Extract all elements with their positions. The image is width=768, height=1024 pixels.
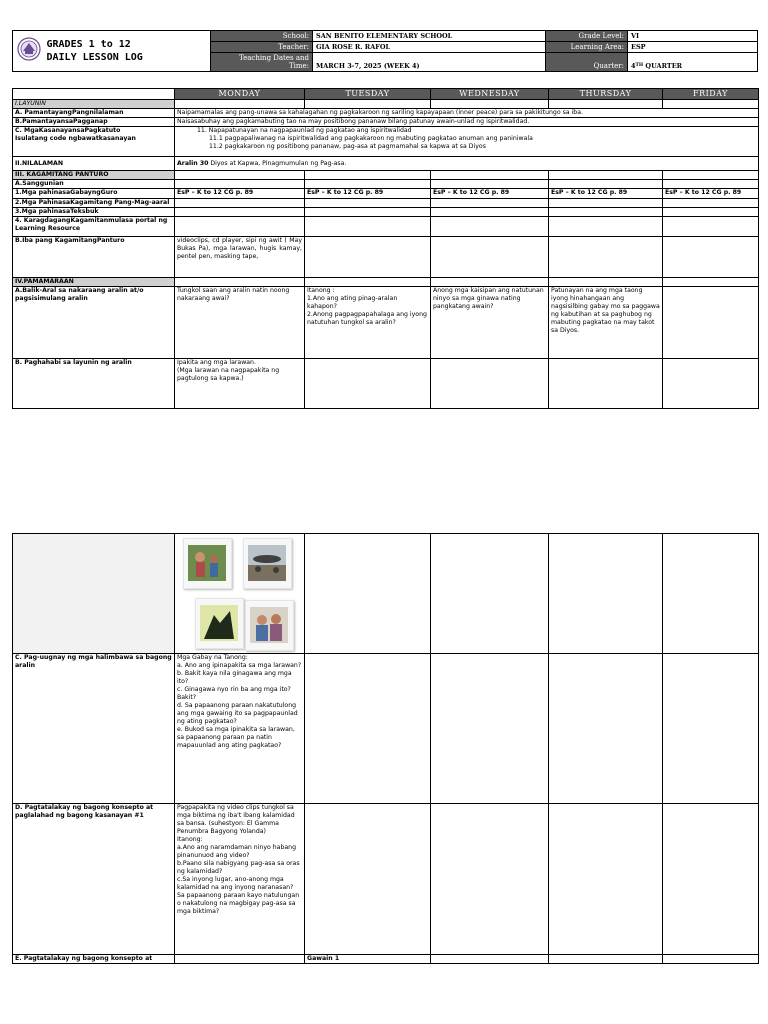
label-teksbuk: 3.Mga pahinasaTeksbuk	[13, 208, 175, 217]
label-nilalaman: II.NILALAMAN	[13, 157, 175, 171]
ref-tuesday: EsP – K to 12 CG p. 89	[305, 189, 431, 199]
day-header-blank	[13, 89, 175, 100]
text-pamantayang-pangnilalaman: Naipamamalas ang pang-unawa sa kahalagahan ng pagkakaroon ng sariling kapayapaan (inner peace) para sa pakikitungo sa iba.	[175, 109, 759, 118]
ref-monday: EsP – K to 12 CG p. 89	[175, 189, 305, 199]
label-pamantayang-pangnilalaman: A. PamantayangPangnilalaman	[13, 109, 175, 118]
helping-hand-photo-icon	[195, 598, 244, 649]
row-pagtalakay-2	[13, 955, 759, 964]
balik-wednesday: Anong mga kaisipan ang natutunan ninyo sa mga ginawa nating pangkatang awain?	[431, 287, 549, 359]
section-row-layunin	[13, 100, 759, 109]
section-row-kagamitang	[13, 171, 759, 180]
photo-cell	[175, 534, 305, 654]
quarter-suffix: TH	[635, 63, 644, 68]
ref-thursday: EsP – K to 12 CG p. 89	[549, 189, 663, 199]
quarter-label: Quarter:	[546, 53, 628, 72]
section-layunin: I.LAYUNIN	[13, 100, 175, 109]
title-line-1: GRADES 1 to 12	[46, 39, 131, 50]
label-karagdagang: 4. KaragdagangKagamitanmulasa portal ng Learning Resource	[13, 217, 175, 237]
nilalaman-lesson-number: Aralin 30	[177, 159, 209, 167]
label-pagtalakay-2: E. Pagtatalakay ng bagong konsepto at	[13, 955, 175, 964]
teacher-value: GIA ROSE R. RAFOL	[313, 42, 546, 53]
row-pagtalakay-1	[13, 804, 759, 955]
label-sanggunian: A.Sanggunian	[13, 180, 175, 189]
row-sanggunian	[13, 180, 759, 189]
lesson-log-table-continued	[12, 533, 759, 964]
paghahabi-monday: Ipakita ang mga larawan. (Mga larawan na nagpapakita ng pagtulong sa kapwa.)	[175, 359, 305, 409]
row-kagamitang-mag-aaral	[13, 199, 759, 208]
grade-label: Grade Level:	[546, 31, 628, 42]
quarter-value	[628, 53, 758, 72]
dates-label-line-1: Teaching Dates and	[238, 54, 309, 62]
title-line-2: DAILY LESSON LOG	[46, 52, 143, 63]
text-kasanayan	[175, 127, 759, 157]
school-value: SAN BENITO ELEMENTARY SCHOOL	[313, 31, 546, 42]
kasanayan-item-11-1: 11.1 pagpapaliwanag na ispiritwalidad ang pagkakaroon ng mabuting pagkatao anuman ang paniniwala	[209, 135, 533, 142]
lesson-log-table	[12, 88, 759, 409]
row-kasanayan	[13, 127, 759, 157]
day-thursday: THURSDAY	[549, 89, 663, 100]
dates-value: MARCH 3-7, 2025 (WEEK 4)	[313, 53, 546, 72]
text-nilalaman	[175, 157, 759, 171]
day-friday: FRIDAY	[663, 89, 759, 100]
day-wednesday: WEDNESDAY	[431, 89, 549, 100]
ref-wednesday: EsP – K to 12 CG p. 89	[431, 189, 549, 199]
day-monday: MONDAY	[175, 89, 305, 100]
label-balik-aral: A.Balik-Aral sa nakaraang aralin at/o pagsisimulang aralin	[13, 287, 175, 359]
text-pamantayan-pagganap: Naisasabuhay ang pagkamabuting tao na may positibong pananaw bilang patunay awain-unlad ng ispiritwalidad.	[175, 118, 759, 127]
nilalaman-title: Diyos at Kapwa, Pinagmumulan ng Pag-asa.	[208, 159, 347, 167]
pagtalakay-1-monday: Pagpapakita ng video clips tungkol sa mga biktima ng iba't ibang kalamidad sa bansa. (suhestyon: El Gamma Penumbra Bagyong Yolanda) Itanong: a.Ano ang naramdaman ninyo habang pinanunuod ang video? b.Paano sila nabigyang pag-asa sa oras ng kalamidad? c.Sa inyong lugar, ano-anong mga kalamidad na ang inyong naranasan? Sa papaanong paraan kayo natulungan o nakatulong na magbigay pag-asa sa mga biktima?	[175, 804, 305, 955]
pag-uugnay-monday: Mga Gabay na Tanong: a. Ano ang ipinapakita sa mga larawan? b. Bakit kaya nila ginagawa ang mga ito? c. Ginagawa nyo rin ba ang mga ito? Bakit? d. Sa papaanong paraan nakatutulong ang mga gawaing ito sa pagpapaunlad ng ating pagkatao? e. Bukod sa mga ipinakita sa larawan, sa papaanong paraan pa natin mapauunlad ang ating pagkatao?	[175, 654, 305, 804]
row-nilalaman	[13, 157, 759, 171]
row-paghahabi	[13, 359, 759, 409]
dates-label	[211, 53, 313, 72]
text-iba-pang: videoclips, cd player, sipi ng awit ( May Bukas Pa), mga larawan, hugis kamay, pentel pen, masking tape,	[175, 237, 305, 278]
section-row-pamamaraan	[13, 278, 759, 287]
rescue-photo-icon	[243, 538, 292, 589]
label-pagtalakay-1: D. Pagtatalakay ng bagong konsepto at paglalahad ng bagong kasanayan #1	[13, 804, 175, 955]
label-iba-pang: B.Iba pang KagamitangPanturo	[13, 237, 175, 278]
label-kasanayan-1: C. MgaKasanayansaPagkatuto	[15, 127, 121, 134]
row-iba-pang	[13, 237, 759, 278]
label-pag-uugnay: C. Pag-uugnay ng mga halimbawa sa bagong aralin	[13, 654, 175, 804]
kasanayan-item-11: 11. Napapatunayan na nagpapaunlad ng pagkatao ang ispiritwalidad	[197, 127, 412, 134]
quarter-number: 4	[631, 62, 636, 70]
section-pamamaraan: IV.PAMAMARAAN	[13, 278, 175, 287]
row-karagdagang	[13, 217, 759, 237]
kasanayan-item-11-2: 11.2 pagkakaroon ng positibong pananaw, pag-asa at pagmamahal sa kapwa at sa Diyos	[209, 143, 486, 150]
row-pamantayang-pangnilalaman	[13, 109, 759, 118]
area-value: ESP	[628, 42, 758, 53]
school-label: School:	[211, 31, 313, 42]
label-kagamitang-mag-aaral: 2.Mga PahinasaKagamitang Pang-Mag-aaral	[13, 199, 175, 208]
pagtalakay-2-tuesday: Gawain 1	[305, 955, 431, 964]
title-cell	[45, 31, 211, 72]
day-tuesday: TUESDAY	[305, 89, 431, 100]
teacher-label: Teacher:	[211, 42, 313, 53]
dates-label-line-2: Time:	[288, 62, 309, 70]
quarter-word: QUARTER	[643, 62, 683, 70]
label-gabay-guro: 1.Mga pahinasaGabayngGuro	[13, 189, 175, 199]
day-header-row	[13, 89, 759, 100]
logo-cell	[13, 31, 45, 72]
label-paghahabi: B. Paghahabi sa layunin ng aralin	[13, 359, 175, 409]
people-helping-photo-icon	[183, 538, 232, 589]
deped-seal-icon	[17, 37, 41, 61]
row-balik-aral	[13, 287, 759, 359]
balik-tuesday: Itanong : 1.Ano ang ating pinag-aralan kahapon? 2.Anong pagpagpapahalaga ang iyong natutuhan tungkol sa aralin?	[305, 287, 431, 359]
header-table	[12, 30, 758, 72]
grade-value: VI	[628, 31, 758, 42]
row-gabay-guro	[13, 189, 759, 199]
row-pag-uugnay	[13, 654, 759, 804]
row-teksbuk	[13, 208, 759, 217]
label-kasanayan-2: Isulatang code ngbawatkasanayan	[15, 135, 136, 142]
balik-thursday: Patunayan na ang mga taong iyong hinahangaan ang nagsisilbing gabay mo sa paggawa ng kabutihan at sa paghubog ng mabuting pagkatao na may takot sa Diyos.	[549, 287, 663, 359]
area-label: Learning Area:	[546, 42, 628, 53]
row-pamantayan-pagganap	[13, 118, 759, 127]
label-pamantayan-pagganap: B.PamantayansaPagganap	[13, 118, 175, 127]
section-kagamitang: III. KAGAMITANG PANTURO	[13, 171, 175, 180]
balik-monday: Tungkol saan ang aralin natin noong nakaraang awai?	[175, 287, 305, 359]
family-photo-icon	[245, 600, 294, 651]
row-photos	[13, 534, 759, 654]
label-kasanayan	[13, 127, 175, 157]
ref-friday: EsP – K to 12 CG p. 89	[663, 189, 759, 199]
